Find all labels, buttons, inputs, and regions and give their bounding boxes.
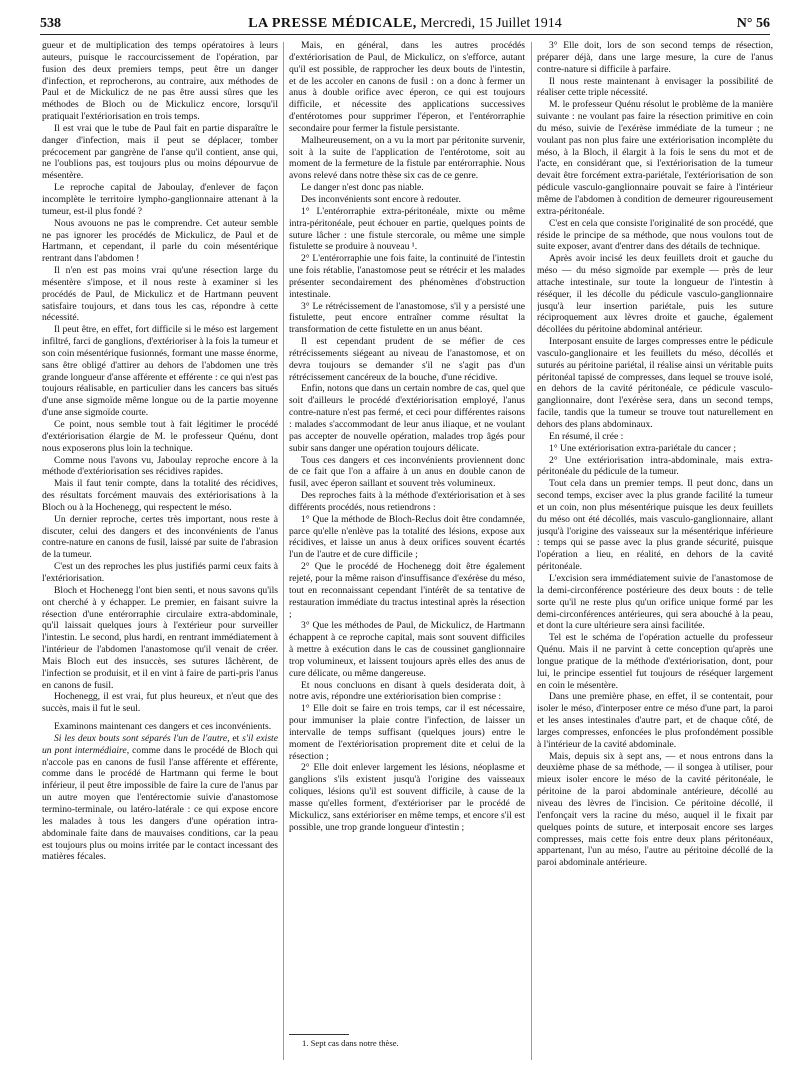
paragraph: 3° Le rétrécissement de l'anastomose, s'il y a persisté une fistulette, peut encore entraîner comme résultat la transformation de cette fistulette en un anus béant. (289, 300, 525, 336)
paragraph: Examinons maintenant ces dangers et ces inconvénients. (54, 721, 272, 733)
column-divider (531, 42, 532, 1060)
paragraph: Après avoir incisé les deux feuillets droit et gauche du méso — du méso sigmoïde par exemple — près de leur attache intestinale, sur toute la longueur de l'intestin à réséquer, il les décolle du pédicule vasculo-ganglionnaire jusqu'à leur insertion pariétale, puis les suture réciproquement aux lèvres droite et gauche, également décollées du péritoine abdominal antérieur. (537, 253, 773, 336)
paragraph: Interposant ensuite de larges compresses entre le pédicule vasculo-ganglionaire et les feuillets du méso, décollés et suturés au péritoine pariétal, il réalise ainsi un véritable puits péritonéal tapissé de compresses, dans lequel se trouve isolé, en dehors de la cavité péritonéale, ce pédicule vasculo-ganglionnaire, dont l'exérèse sera, dans un second temps, facile, tandis que la tumeur se trouve tout naturellement en dehors des plans abdominaux. (537, 336, 773, 430)
journal-name: LA PRESSE MÉDICALE, (248, 16, 417, 31)
footnote: 1. Sept cas dans notre thèse. (302, 1038, 399, 1048)
paragraph: 2° Que le procédé de Hochenegg doit être également rejeté, pour la même raison d'insuffisance d'exérèse du méso, tout en reconnaissant cependant l'intérêt de sa tentative de restauration immédiate du tractus intestinal après la résection ; (289, 561, 525, 620)
paragraph: Mais, en général, dans les autres procédés d'extériorisation de Paul, de Mickulicz, on s'efforce, autant qu'il est possible, de rapprocher les deux bouts de l'intestin, et de les accoler en canons de fusil : on a donc à fermer un anus à double orifice avec éperon, ce qui est toujours difficile, et nécessite des applications successives d'entérotomes pour supprimer l'éperon, et l'entérorraphie secondaire pour fermer la fistule persistante. (289, 40, 525, 134)
paragraph: Il peut être, en effet, fort difficile si le méso est largement infiltré, farci de ganglions, d'extérioriser à la fois la tumeur et son coin mésentérique fusionnés, formant une masse énorme, sans être obligé d'attirer au dehors de l'abdomen une très grande longueur d'anse afférente et efférente : ce qui n'est pas toujours réalisable, en particulier dans les cancers bas situés d'une anse sigmoïde même longue ou de la partie moyenne d'une anse sigmoïde courte. (42, 324, 278, 419)
paragraph: Des reproches faits à la méthode d'extériorisation et à ses différents procédés, nous retiendrons : (289, 490, 525, 513)
paragraph: Nous avouons ne pas le comprendre. Cet auteur semble ne pas ignorer les procédés de Mickulicz, de Paul et de Hartmann, et cependant, il parle du coin mésentérique rentrant dans l'abdomen ! (42, 217, 278, 265)
paragraph: Si les deux bouts sont séparés l'un de l'autre, et s'il existe un pont intermédiaire, comme dans le procédé de Bloch qui n'accole pas en canons de fusil l'anse afférente et efférente, comme dans le procédé de Hartmann qui ferme le bout inférieur, il peut être impossible de faire la cure de l'anus par un autre moyen que l'entérectomie suivie d'anastomose termino-terminale, ou latéro-latérale : ce qui expose encore les malades à tous les dangers d'une opération intra-abdominale faite dans de mauvaises conditions, car la peau est toujours plus ou moins irritée par le contact incessant des matières fécales. (42, 732, 278, 863)
paragraph: Enfin, notons que dans un certain nombre de cas, quel que soit d'ailleurs le procédé d'extériorisation employé, l'anus contre-nature n'est pas fermé, et ceci pour différentes raisons : malades s'accommodant de leur anus iliaque, et ne voulant pas accepter de nouvelle opération, malades trop âgés pour subir sans danger une opération toujours délicate. (289, 383, 525, 454)
header-rule (40, 34, 770, 35)
issue-date: Mercredi, 15 Juillet 1914 (420, 16, 562, 31)
paragraph: 3° Elle doit, lors de son second temps de résection, préparer déjà, dans une large mesure, la cure de l'anus contre-nature si difficile à parfaire. (537, 40, 773, 75)
column-right (537, 40, 773, 1060)
paragraph: Des inconvénients sont encore à redouter. (301, 193, 461, 205)
issue-number: N° 56 (736, 16, 770, 31)
paragraph: En résumé, il crée : (549, 430, 624, 442)
journal-title (40, 16, 770, 32)
paragraph: Tous ces dangers et ces inconvénients proviennent donc de ce fait que l'on a affaire à un anus en double canon de fusil, avec éperon saillant et souvent très volumineux. (289, 454, 525, 490)
column-divider (283, 42, 284, 1060)
paragraph: 2° L'entérorraphie une fois faite, la continuité de l'intestin une fois rétablie, l'anastomose peut se rétrécir et les malades présenter secondairement des phénomènes d'obstruction intestinale. (289, 253, 525, 300)
paragraph: 1° Que la méthode de Bloch-Reclus doit être condamnée, parce qu'elle n'enlève pas la totalité des lésions, expose aux récidives, et laisse un anus à deux orifices souvent écartés l'un de l'autre et de cure difficile ; (289, 513, 525, 561)
paragraph: 1° L'entérorraphie extra-péritonéale, mixte ou même intra-péritonéale, peut échouer en partie, quelques points de suture lâcher : une fistule stercorale, ou même une simple fistulette se produire à nouveau ¹. (289, 205, 525, 253)
page-number: 538 (40, 16, 61, 31)
running-header (40, 12, 770, 40)
paragraph: Le danger n'est donc pas niable. (301, 182, 424, 194)
paragraph: Hochenegg, il est vrai, fut plus heureux, et n'eut que des succès, mais il fut le seul. (42, 691, 278, 715)
paragraph: L'excision sera immédiatement suivie de l'anastomose de la demi-circonférence postérieure des deux bouts : de telle sorte qu'il ne reste plus qu'un orifice unique formé par les demi-circonférences antérieures, qui sera abouché à la peau, et dont la cure ultérieure sera ainsi facilitée. (537, 572, 773, 632)
paragraph: 2° Une extériorisation intra-abdominale, mais extra-péritonéale du pédicule de la tumeur. (537, 454, 773, 478)
paragraph: Un dernier reproche, certes très important, nous reste à discuter, celui des dangers et des inconvénients de l'anus contre-nature en canons de fusil, laissé par suite de l'abrasion de la tumeur. (42, 513, 278, 561)
paragraph: Tel est le schéma de l'opération actuelle du professeur Quénu. Mais il ne parvint à cette conception qu'après une longue pratique de la méthode d'extériorisation, dont, pour lui, le principe essentiel fut toujours de réséquer largement en coin le mésentère. (537, 632, 773, 691)
paragraph: M. le professeur Quénu résolut le problème de la manière suivante : ne voulant pas faire la résection primitive en coin du méso, suivie de l'exérèse immédiate de la tumeur ; ne voulant pas non plus faire une extériorisation incomplète du méso, à la Bloch, il élargit à la fois le sens du mot et de l'acte, en considérant que, si l'extériorisation de la tumeur devait être forcément extra-pariétale, l'extériorisation de son pédicule vasculo-ganglionnaire pouvait se faire à l'intérieur même de l'abdomen à condition de demeurer rigoureusement extra-péritonéale. (537, 99, 773, 217)
paragraph: Il est cependant prudent de se méfier de ces rétrécissements siégeant au niveau de l'anastomose, et on devra toujours se demander s'il ne s'agit pas d'un rétrécissement cancéreux de la bouche, d'une récidive. (289, 336, 525, 383)
column-middle (289, 40, 525, 1060)
paragraph: Mais, depuis six à sept ans, — et nous entrons dans la deuxième phase de sa méthode, — il songea à utiliser, pour mieux isoler encore le méso de la cavité péritonéale, le péritoine de la paroi abdominale antérieure, décollé au niveau des lèvres de l'incision. Ce péritoine décollé, il l'enfonçait vers la racine du méso, auquel il le fixait par quelques points de suture, et interposait encore ses larges compresses, mais cette fois entre deux plans péritonéaux, appartenant, l'un au méso, l'autre au péritoine décollé de la paroi abdominale antérieure. (537, 750, 773, 869)
column-left (42, 40, 278, 1060)
paragraph: 3° Que les méthodes de Paul, de Mickulicz, de Hartmann échappent à ce reproche capital, mais sont souvent difficiles à mettre à exécution dans le cas de coussinet ganglionnaire trop volumineux, et laissent toujours après elles des anus de cure délicate, ou même dangereuse. (289, 620, 525, 679)
footnote-rule (289, 1034, 349, 1035)
paragraph: Dans une première phase, en effet, il se contentait, pour isoler le méso, d'interposer entre ce méso d'une part, la paroi et les anses intestinales d'autre part, et de chaque côté, de larges compresses, enfoncées le plus profondément possible à l'intérieur de la cavité abdominale. (537, 691, 773, 750)
paragraph: 1° Elle doit se faire en trois temps, car il est nécessaire, pour immuniser la plaie contre l'infection, de laisser un intervalle de temps suffisant (quelques jours) entre le moment de l'extériorisation proprement dite et celui de la résection ; (289, 703, 525, 762)
paragraph: C'est en cela que consiste l'originalité de son procédé, que réside le principe de sa méthode, que nous voulons tout de suite exposer, avant d'entrer dans des détails de technique. (537, 217, 773, 253)
paragraph: Ce point, nous semble tout à fait légitimer le procédé d'extériorisation élargie de M. le professeur Quénu, dont nous exposerons plus loin la technique. (42, 419, 278, 454)
paragraph: C'est un des reproches les plus justifiés parmi ceux faits à l'extériorisation. (42, 561, 278, 584)
paragraph: Il n'en est pas moins vrai qu'une résection large du mésentère s'impose, et il nous reste à examiner si les procédés de Paul, de Mickulicz et de Hartmann peuvent satisfaire toujours, et dans tous les cas, répondre à cette nécessité. (42, 265, 278, 324)
paragraph: Il est vrai que le tube de Paul fait en partie disparaître le danger d'infection, mais il peut se déplacer, tomber précocement par gangrène de l'anse qu'il contient, anse qui, ne l'oublions pas, est toujours plus ou moins dépourvue de mésentère. (42, 122, 278, 182)
paragraph: Il nous reste maintenant à envisager la possibilité de réaliser cette triple nécessité. (537, 75, 773, 99)
paragraph: Et nous concluons en disant à quels desiderata doit, à notre avis, répondre une extériorisation bien comprise : (289, 679, 525, 703)
paragraph: Comme nous l'avons vu, Jaboulay reproche encore à la méthode d'extériorisation ses récidives rapides. (42, 454, 278, 478)
paragraph: Le reproche capital de Jaboulay, d'enlever de façon incomplète le territoire lympho-ganglionnaire attenant à la tumeur, est-il plus fondé ? (42, 182, 278, 217)
paragraph: Tout cela dans un premier temps. Il peut donc, dans un second temps, exciser avec la plus grande facilité la tumeur et un coin, non plus mésentérique puisque les deux feuillets du méso ont été décollés, mais vasculo-ganglionnaire, allant jusqu'à l'origine des vaisseaux sur la mésentérique inférieure : temps qui se passe avec la plus grande sécurité, puisque l'opération a lieu, en réalité, en dehors de la cavité péritonéale. (537, 478, 773, 573)
paragraph: Mais il faut tenir compte, dans la totalité des récidives, des résultats forcément mauvais des extériorisations à la Bloch ou à la Hochenegg, qui respectent le méso. (42, 478, 278, 513)
paragraph: Bloch et Hochenegg l'ont bien senti, et nous savons qu'ils ont cherché à y échapper. Le premier, en faisant suivre la résection d'une entérorraphie circulaire extra-abdominale, qu'il laissait quelques jours à l'extérieur pour surveiller l'intestin. Le second, plus hardi, en rentrant immédiatement à l'intérieur de l'abdomen l'anastomose qu'il venait de créer. Mais Bloch eut des insuccès, ses sutures lâchèrent, de l'infection se produisit, et il en vint à faire de parti-pris l'anus en canons de fusil. (42, 584, 278, 691)
paragraph: Malheureusement, on a vu la mort par péritonite survenir, soit à la suite de l'application de l'entérotome, soit au moment de la fermeture de la fistule par entérorraphie. Nous avons relevé dans notre thèse six cas de ce genre. (289, 134, 525, 182)
paragraph: 1° Une extériorisation extra-pariétale du cancer ; (549, 442, 737, 454)
paragraph: gueur et de multiplication des temps opératoires à leurs auteurs, puisque le raccourcissement de l'opération, par fusion des deux premiers temps, peut être un danger d'infection, et reprocherons, au contraire, aux méthodes de Paul et de Mickulicz de ne pas être aussi sûres que les méthodes de Bloch ou de Mickulicz encore, lorsqu'il pratiquait l'extériorisation en trois temps. (42, 40, 278, 123)
paragraph: 2° Elle doit enlever largement les lésions, néoplasme et ganglions s'ils existent jusqu'à l'origine des vaisseaux coliques, lésions qu'il est souvent difficile, à cause de la masse qu'elles forment, d'extérioriser par le procédé de Mickulicz, sans extérioriser en même temps, et encore s'il est possible, une trop grande longueur d'intestin ; (289, 762, 525, 833)
